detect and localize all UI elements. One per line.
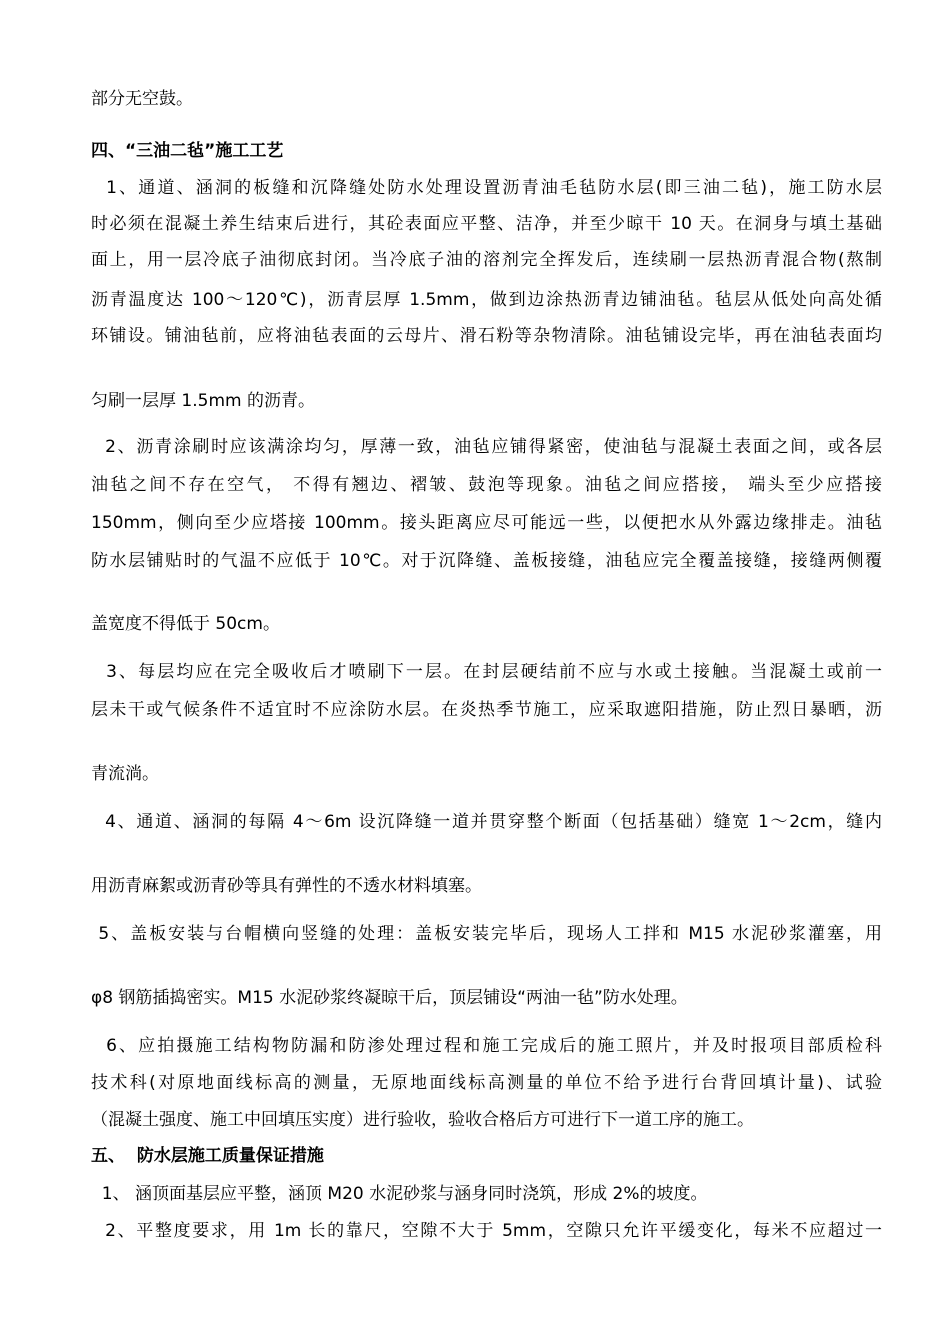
text-line: 油毡之间不存在空气， 不得有翘边、褶皱、鼓泡等现象。油毡之间应搭接， 端头至少应搭接: [91, 475, 882, 495]
text-line: 盖宽度不得低于 50cm。: [91, 614, 280, 634]
text-line: 5、盖板安装与台帽横向竖缝的处理：盖板安装完毕后，现场人工拌和 M15 水泥砂浆灌塞，用: [91, 924, 882, 944]
text-line: 3、每层均应在完全吸收后才喷刷下一层。在封层硬结前不应与水或土接触。当混凝土或前一: [91, 662, 882, 682]
text-line: 面上，用一层冷底子油彻底封闭。当冷底子油的溶剂完全挥发后，连续刷一层热沥青混合物(熬制: [91, 250, 882, 270]
text-line: （混凝土强度、施工中回填压实度）进行验收，验收合格后方可进行下一道工序的施工。: [91, 1110, 754, 1130]
text-line: 时必须在混凝土养生结束后进行，其砼表面应平整、洁净，并至少晾干 10 天。在洞身与填土基础: [91, 214, 882, 234]
text-line: 6、应拍摄施工结构物防漏和防渗处理过程和施工完成后的施工照片，并及时报项目部质检科: [91, 1036, 882, 1056]
text-line: φ8 钢筋插捣密实。M15 水泥砂浆终凝晾干后，顶层铺设“两油一毡”防水处理。: [91, 988, 688, 1008]
text-line: 2、平整度要求，用 1m 长的靠尺，空隙不大于 5mm，空隙只允许平缓变化，每米不应超过一: [91, 1221, 882, 1241]
text-line: 用沥青麻絮或沥青砂等具有弹性的不透水材料填塞。: [91, 876, 482, 896]
text-line: 匀刷一层厚 1.5mm 的沥青。: [91, 391, 315, 411]
section-heading-4: 四、“三油二毡”施工工艺: [91, 141, 284, 161]
text-line: 青流淌。: [91, 764, 159, 784]
text-line: 1、通道、涵洞的板缝和沉降缝处防水处理设置沥青油毛毡防水层(即三油二毡)，施工防水层: [91, 178, 882, 198]
text-line: 技术科(对原地面线标高的测量，无原地面线标高测量的单位不给予进行台背回填计量)、试验: [91, 1073, 882, 1093]
text-line: 环铺设。铺油毡前，应将油毡表面的云母片、滑石粉等杂物清除。油毡铺设完毕，再在油毡表面均: [91, 326, 882, 346]
text-line: 防水层铺贴时的气温不应低于 10℃。对于沉降缝、盖板接缝，油毡应完全覆盖接缝，接缝两侧覆: [91, 551, 882, 571]
text-line: 2、沥青涂刷时应该满涂均匀，厚薄一致，油毡应铺得紧密，使油毡与混凝土表面之间，或各层: [91, 437, 882, 457]
text-line: 部分无空鼓。: [91, 89, 193, 109]
text-line: 4、通道、涵洞的每隔 4～6m 设沉降缝一道并贯穿整个断面（包括基础）缝宽 1～2cm，缝内: [91, 812, 882, 832]
text-line: 沥青温度达 100～120℃)，沥青层厚 1.5mm，做到边涂热沥青边铺油毡。毡层从低处向高处循: [91, 290, 882, 310]
text-line: 层未干或气候条件不适宜时不应涂防水层。在炎热季节施工，应采取遮阳措施，防止烈日暴晒，沥: [91, 700, 882, 720]
text-line: 150mm，侧向至少应塔接 100mm。接头距离应尽可能远一些，以便把水从外露边缘排走。油毡: [91, 513, 882, 533]
section-heading-5: 五、 防水层施工质量保证措施: [91, 1146, 324, 1166]
text-line: 1、 涵顶面基层应平整，涵顶 M20 水泥砂浆与涵身同时浇筑，形成 2%的坡度。: [91, 1184, 708, 1204]
